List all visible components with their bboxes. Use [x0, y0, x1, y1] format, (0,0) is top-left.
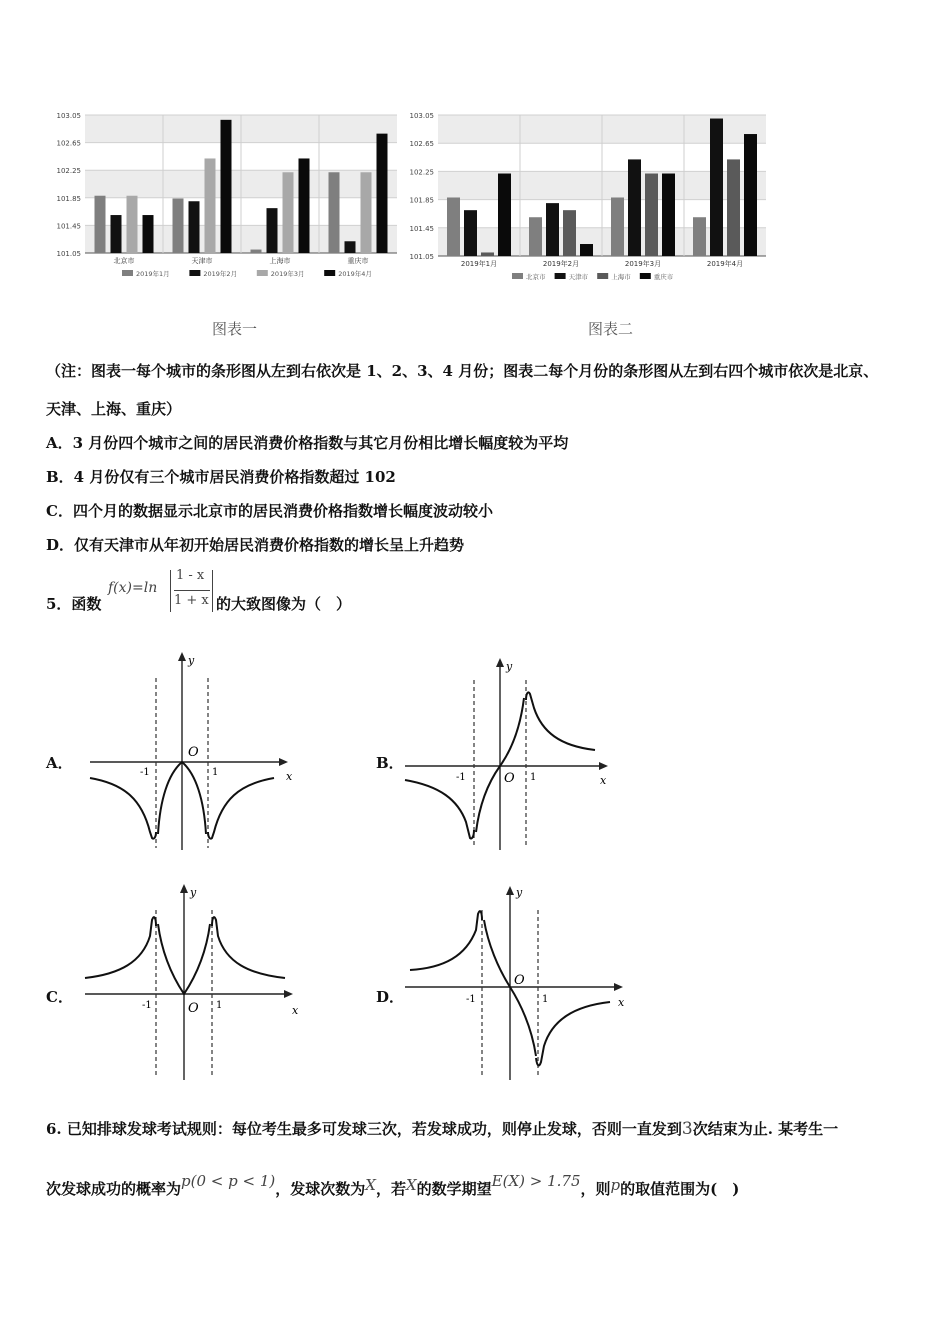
- bar: [267, 208, 278, 253]
- bar: [251, 250, 262, 253]
- legend-label: 天津市: [568, 273, 589, 281]
- legend-swatch: [640, 273, 651, 279]
- legend-label: 2019年3月: [270, 270, 305, 278]
- graph-c-origin: O: [188, 1001, 199, 1016]
- bar: [283, 172, 294, 253]
- q5-label-c: C．: [46, 988, 73, 1006]
- x-tick-label: 重庆市: [347, 257, 369, 265]
- x-tick-label: 2019年3月: [624, 260, 662, 268]
- bar: [111, 215, 122, 253]
- graph-b: [400, 650, 620, 855]
- x-tick-label: 2019年4月: [706, 260, 744, 268]
- bar: [189, 201, 200, 253]
- q4-option-d: D．仅有天津市从年初开始居民消费价格指数的增长呈上升趋势: [46, 536, 465, 554]
- q5-label-a: A．: [46, 754, 73, 772]
- q5-fraction-bar: [174, 590, 210, 591]
- bar: [645, 174, 658, 256]
- graph-a-svg: [80, 650, 300, 855]
- graph-d: [400, 880, 630, 1085]
- graph-a-one: 1: [212, 767, 219, 778]
- y-tick-label: 101.45: [410, 224, 434, 233]
- bar: [611, 197, 624, 256]
- q6-line-1-b: 次结束为止. 某考生一: [692, 1120, 839, 1138]
- graph-a-neg-one: -1: [140, 767, 150, 778]
- bar: [95, 196, 106, 253]
- graph-c-one: 1: [216, 1000, 223, 1011]
- legend-swatch: [324, 270, 335, 276]
- graph-b-one: 1: [530, 772, 537, 783]
- bar: [464, 210, 477, 256]
- x-tick-label: 上海市: [269, 257, 291, 265]
- graph-b-neg-one: -1: [456, 772, 466, 783]
- q6-line-1: [46, 1118, 838, 1139]
- legend-label: 2019年2月: [203, 270, 238, 278]
- legend-label: 重庆市: [653, 273, 674, 281]
- graph-a: [80, 650, 300, 855]
- bar: [546, 203, 559, 256]
- bar: [127, 196, 138, 253]
- q5-formula: [108, 568, 218, 616]
- legend-swatch: [189, 270, 200, 276]
- bar: [143, 215, 154, 253]
- bar: [727, 159, 740, 256]
- legend-swatch: [597, 273, 608, 279]
- q5-prefix: 5．函数: [46, 595, 102, 613]
- q5-formula-num: 1 - x: [176, 568, 205, 583]
- x-tick-label: 北京市: [113, 257, 135, 265]
- q6-line-2-e: ，则: [580, 1180, 611, 1198]
- y-tick-label: 101.05: [410, 253, 434, 261]
- q6-line-2-b: ，发球次数为: [275, 1180, 366, 1198]
- legend-swatch: [512, 273, 523, 279]
- x-tick-label: 2019年2月: [542, 260, 580, 268]
- q6-expect: E(X) > 1.75: [491, 1172, 581, 1190]
- bar: [173, 198, 184, 253]
- graph-d-one: 1: [542, 994, 549, 1005]
- graph-b-y-label: y: [506, 660, 513, 673]
- legend-label: 北京市: [526, 273, 546, 281]
- chart-one: [50, 108, 400, 293]
- bar: [744, 134, 757, 256]
- graph-c-x-label: x: [292, 1004, 299, 1017]
- bar: [529, 217, 542, 256]
- y-tick-label: 102.65: [410, 140, 434, 149]
- y-tick-label: 101.45: [56, 222, 81, 231]
- y-tick-label: 102.25: [410, 168, 434, 177]
- graph-a-origin: O: [188, 745, 199, 760]
- bar: [563, 210, 576, 256]
- q6-var-x-1: X: [365, 1176, 376, 1194]
- q6-p-range: p(0 < p < 1): [181, 1172, 276, 1190]
- q5-abs-bar-left: [170, 570, 171, 612]
- bar: [580, 244, 593, 256]
- bar: [345, 241, 356, 253]
- y-tick-label: 102.25: [56, 167, 81, 176]
- q6-var-x-2: X: [405, 1176, 417, 1194]
- y-tick-label: 102.65: [56, 139, 81, 148]
- graph-c-neg-one: -1: [142, 1000, 152, 1011]
- q6-var-p: p: [610, 1176, 621, 1194]
- graph-c-y-label: y: [190, 886, 197, 899]
- q6-line-2-c: ，若: [375, 1180, 406, 1198]
- q6-line-2-f: 的取值范围为( ): [620, 1180, 740, 1198]
- bar: [693, 217, 706, 256]
- x-tick-label: 天津市: [191, 257, 213, 265]
- note-line-2: 天津、上海、重庆）: [46, 400, 182, 418]
- y-tick-label: 101.85: [56, 194, 81, 203]
- graph-d-x-label: x: [618, 996, 625, 1009]
- bar: [481, 252, 494, 256]
- chart-one-svg: [50, 108, 400, 293]
- legend-label: 上海市: [611, 273, 631, 281]
- q6-line-1-num: 3: [681, 1119, 693, 1139]
- q4-option-b: B．4 月份仅有三个城市居民消费价格指数超过 102: [46, 468, 396, 486]
- bar: [710, 119, 723, 256]
- legend-label: 2019年4月: [338, 270, 372, 278]
- bar: [329, 172, 340, 253]
- chart-two-svg: [410, 108, 770, 293]
- legend-swatch: [122, 270, 133, 276]
- bar: [377, 134, 388, 253]
- graph-d-origin: O: [514, 973, 525, 988]
- graph-d-svg: [400, 880, 630, 1085]
- y-tick-label: 103.05: [56, 112, 81, 120]
- graph-b-svg: [400, 650, 620, 855]
- graph-d-y-label: y: [516, 886, 523, 899]
- legend-swatch: [257, 270, 268, 276]
- legend-label: 2019年1月: [136, 270, 170, 278]
- note-line-1: （注：图表一每个城市的条形图从左到右依次是 1、2、3、4 月份；图表二每个月份的条形图从左到右四个城市依次是北京、: [46, 362, 879, 380]
- q6-line-2-a: 次发球成功的概率为: [46, 1180, 182, 1198]
- chart-two-caption: 图表二: [588, 320, 634, 338]
- y-tick-label: 101.05: [56, 250, 81, 258]
- graph-c: [80, 880, 300, 1085]
- chart-one-caption: 图表一: [212, 320, 258, 338]
- q5-abs-bar-right: [212, 570, 213, 612]
- bar: [498, 174, 511, 256]
- legend-swatch: [555, 273, 566, 279]
- y-tick-label: 101.85: [410, 196, 434, 205]
- graph-b-origin: O: [504, 771, 515, 786]
- graph-b-x-label: x: [600, 774, 607, 787]
- y-tick-label: 103.05: [410, 112, 434, 120]
- graph-d-neg-one: -1: [466, 994, 476, 1005]
- q4-option-a: A．3 月份四个城市之间的居民消费价格指数与其它月份相比增长幅度较为平均: [46, 434, 569, 452]
- bar: [662, 174, 675, 256]
- q6-line-2-d: 的数学期望: [416, 1180, 492, 1198]
- q5-label-b: B．: [376, 754, 404, 772]
- bar: [221, 120, 232, 253]
- graph-c-svg: [80, 880, 300, 1085]
- graph-a-x-label: x: [286, 770, 293, 783]
- q5-label-d: D．: [376, 988, 405, 1006]
- q6-line-2: [46, 1172, 740, 1199]
- bar: [361, 172, 372, 253]
- q5-formula-lhs: f(x)=ln: [108, 580, 158, 596]
- q4-option-c: C．四个月的数据显示北京市的居民消费价格指数增长幅度波动较小: [46, 502, 493, 520]
- bar: [628, 159, 641, 256]
- bar: [205, 158, 216, 253]
- q5-suffix: 的大致图像为（ ）: [216, 595, 352, 613]
- q5-formula-den: 1 + x: [174, 593, 209, 608]
- x-tick-label: 2019年1月: [460, 260, 498, 268]
- bar: [447, 197, 460, 256]
- graph-a-y-label: y: [188, 654, 195, 667]
- bar: [299, 158, 310, 253]
- q6-line-1-a: 6. 已知排球发球考试规则：每位考生最多可发球三次，若发球成功，则停止发球，否则一直发到: [46, 1120, 682, 1138]
- chart-two: [410, 108, 770, 293]
